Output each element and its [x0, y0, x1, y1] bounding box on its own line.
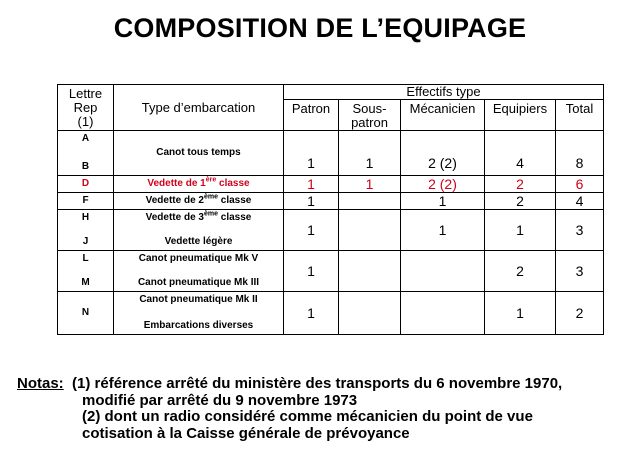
note-line-1 [17, 376, 562, 393]
cell-sous-patron [339, 193, 401, 210]
type-prefix: Vedette de 2 [145, 195, 204, 206]
header-type: Type d’embarcation [114, 85, 284, 131]
header-sous-patron [339, 100, 401, 131]
row-letter: A [81, 133, 90, 144]
row-letter: J [82, 236, 89, 247]
cell-mecanicien [401, 292, 485, 335]
header-mecanicien: Mécanicien [401, 100, 485, 131]
type-second: Embarcations diverses [143, 320, 254, 331]
table-row [58, 193, 604, 210]
table-row [58, 131, 604, 176]
row-type [114, 210, 284, 251]
type-second: Vedette légère [164, 236, 233, 247]
cell-total: 4 [556, 193, 604, 210]
type-sup: ème [203, 210, 218, 218]
cell-equipiers: 2 [485, 193, 556, 210]
type-sup: ème [203, 193, 218, 201]
cell-mecanicien: 1 [401, 210, 485, 251]
cell-total: 3 [556, 251, 604, 292]
cell-total: 6 [556, 176, 604, 193]
cell-mecanicien: 1 [401, 193, 485, 210]
cell-patron: 1 [284, 292, 339, 335]
header-row-top [58, 85, 604, 100]
page-title: COMPOSITION DE L’EQUIPAGE [113, 13, 527, 43]
table-row-highlighted [58, 176, 604, 193]
crew-composition-table [57, 84, 604, 335]
cell-sous-patron [339, 251, 401, 292]
type-sup: ère [205, 176, 217, 184]
cell-total: 2 [556, 292, 604, 335]
cell-patron: 1 [284, 193, 339, 210]
row-type [114, 251, 284, 292]
row-type: Canot tous temps [114, 131, 284, 176]
row-type [114, 292, 284, 335]
cell-sous-patron [339, 210, 401, 251]
type-second: Canot pneumatique Mk III [137, 277, 260, 288]
row-letter: M [81, 277, 90, 288]
header-patron-line: patron [351, 115, 388, 130]
type-prefix: Vedette de 1 [147, 178, 206, 189]
note-line-3: (2) dont un radio considéré comme mécanicien du point de vue [82, 408, 533, 425]
cell-equipiers: 2 [485, 176, 556, 193]
cell-patron: 1 [284, 176, 339, 193]
header-sous-line: Sous- [352, 101, 387, 116]
header-effectifs: Effectifs type [284, 85, 604, 100]
cell-total: 3 [556, 210, 604, 251]
type-suffix: classe [218, 212, 252, 223]
type-suffix: classe [216, 178, 250, 189]
notes-block [17, 376, 562, 442]
table-row [58, 292, 604, 335]
row-letters [58, 210, 114, 251]
cell-equipiers: 4 [485, 131, 556, 176]
cell-sous-patron: 1 [339, 176, 401, 193]
note-line-2: modifié par arrêté du 9 novembre 1973 [82, 391, 358, 409]
note-line-4: cotisation à la Caisse générale de prévoyance [82, 424, 410, 442]
table-row [58, 210, 604, 251]
row-letters: N [58, 292, 114, 335]
type-first: Canot pneumatique Mk V [138, 253, 259, 264]
header-lettre-rep [58, 85, 114, 131]
type-suffix: classe [218, 195, 252, 206]
row-letters: F [58, 193, 114, 210]
cell-total: 8 [556, 131, 604, 176]
cell-patron: 1 [284, 251, 339, 292]
cell-mecanicien [401, 251, 485, 292]
type-first: Canot pneumatique Mk II [139, 294, 258, 305]
cell-patron: 1 [284, 131, 339, 176]
header-ref-line: (1) [77, 113, 94, 129]
row-letter: B [81, 161, 90, 172]
type-first [114, 212, 283, 224]
cell-sous-patron [339, 292, 401, 335]
header-patron: Patron [284, 100, 339, 131]
cell-mecanicien: 2 (2) [401, 176, 485, 193]
row-letter: L [82, 253, 89, 264]
cell-sous-patron: 1 [339, 131, 401, 176]
cell-patron: 1 [284, 210, 339, 251]
row-type [114, 193, 284, 210]
note-text: (1) référence arrêté du ministère des transports du 6 novembre 1970, [72, 375, 563, 392]
row-type [114, 176, 284, 193]
header-lettre-line: Lettre [68, 85, 103, 101]
row-letters [58, 251, 114, 292]
row-letters [58, 131, 114, 176]
row-letter: H [81, 212, 90, 223]
notes-label: Notas: [17, 375, 64, 392]
header-rep-line: Rep [73, 99, 98, 115]
cell-equipiers: 1 [485, 210, 556, 251]
type-prefix: Vedette de 3 [145, 212, 204, 223]
cell-equipiers: 1 [485, 292, 556, 335]
header-total: Total [556, 100, 604, 131]
cell-mecanicien: 2 (2) [401, 131, 485, 176]
table-row [58, 251, 604, 292]
cell-equipiers: 2 [485, 251, 556, 292]
row-letters: D [58, 176, 114, 193]
header-equipiers: Equipiers [485, 100, 556, 131]
